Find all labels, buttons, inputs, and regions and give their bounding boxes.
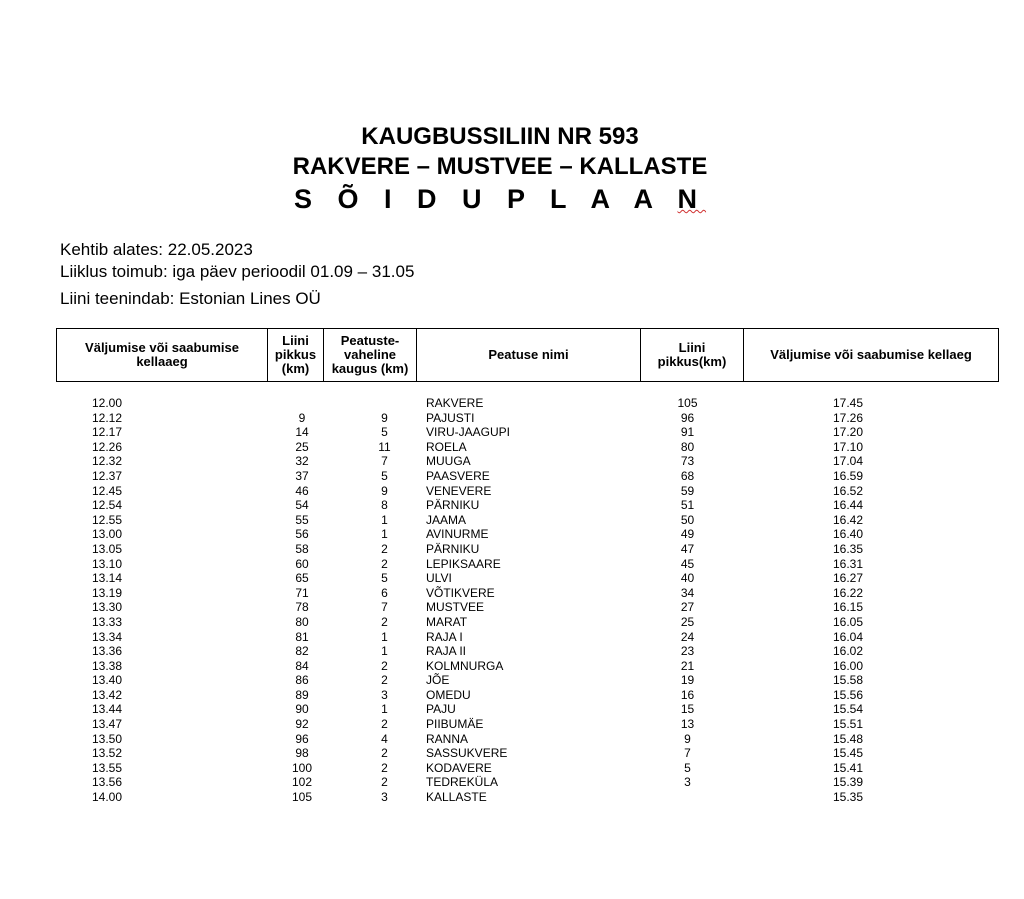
- departure-time-cell: 13.52: [92, 746, 123, 761]
- departure-time-cell: 13.10: [92, 556, 123, 571]
- timetable-title-last-letter: N: [677, 184, 707, 214]
- departure-time-cell: 12.26: [92, 439, 123, 454]
- route-name-title: RAKVERE – MUSTVEE – KALLASTE: [292, 153, 708, 180]
- departure-time-cell: 13.33: [92, 614, 123, 629]
- arrival-time-cell: 16.27: [832, 571, 864, 586]
- departure-time-cell: 13.00: [92, 527, 123, 542]
- departure-time-cell: 13.19: [92, 585, 123, 600]
- table-row: [56, 790, 998, 805]
- line-length-return-cell: 3: [684, 775, 691, 790]
- line-length-return-cell: 19: [680, 673, 695, 688]
- departure-time-cell: 13.47: [92, 717, 123, 732]
- stop-name-cell: VIRU-JAAGUPI: [426, 425, 511, 440]
- departure-time-cell: 13.40: [92, 673, 123, 688]
- stop-distance-cell: 2: [381, 614, 388, 629]
- arrival-time-cell: 15.58: [832, 673, 864, 688]
- line-length-cell: [267, 396, 323, 411]
- table-row: [56, 673, 998, 688]
- stop-name-cell: KALLASTE: [426, 790, 487, 805]
- departure-time-cell: 13.38: [92, 658, 123, 673]
- stop-name-cell: JAAMA: [426, 512, 467, 527]
- table-row: [56, 440, 998, 455]
- departure-time-cell: 13.56: [92, 775, 123, 790]
- stop-distance-cell: 4: [381, 731, 388, 746]
- line-length-return-cell: 21: [680, 658, 695, 673]
- arrival-time-cell: 16.44: [832, 498, 864, 513]
- timetable-title: [0, 182, 1000, 216]
- line-length-cell: 86: [295, 673, 309, 688]
- table-row: [56, 732, 998, 747]
- line-length-cell: 14: [295, 425, 309, 440]
- stop-name-cell: RAJA II: [426, 644, 467, 659]
- line-length-cell: 9: [298, 410, 306, 425]
- table-row: [56, 498, 998, 513]
- stop-name-cell: KOLMNURGA: [426, 658, 504, 673]
- line-length-return-cell: 15: [680, 702, 695, 717]
- stop-name-cell: RAKVERE: [426, 396, 484, 410]
- arrival-time-cell: 15.39: [832, 775, 864, 790]
- table-row: [56, 425, 998, 440]
- line-length-return-cell: 80: [680, 439, 695, 454]
- arrival-time-cell: 17.04: [832, 454, 864, 469]
- stop-name-cell: PÄRNIKU: [426, 541, 480, 556]
- line-length-cell: 80: [295, 614, 309, 629]
- arrival-time-cell: 15.56: [832, 687, 864, 702]
- stop-name-cell: TEDREKÜLA: [426, 775, 499, 790]
- stop-distance-cell: 2: [381, 556, 388, 571]
- arrival-time-cell: 17.26: [832, 410, 864, 425]
- arrival-time-cell: 17.20: [832, 425, 864, 440]
- line-length-cell: 82: [295, 644, 309, 659]
- table-row: [56, 557, 998, 572]
- table-row: [56, 630, 998, 645]
- table-row: [56, 411, 998, 426]
- line-length-cell: 102: [291, 775, 313, 790]
- line-length-cell: 78: [295, 600, 309, 615]
- stop-distance-cell: 2: [381, 673, 388, 688]
- arrival-time-cell: 16.42: [832, 512, 864, 527]
- stop-name-cell: KODAVERE: [426, 760, 492, 775]
- table-row: [56, 469, 998, 484]
- line-length-cell: 60: [295, 556, 309, 571]
- valid-from-text: Kehtib alates: 22.05.2023: [60, 240, 253, 259]
- col-header-arrival-time: Väljumise või saabumise kellaeg: [744, 329, 999, 382]
- col-header-line-length-return: Liini pikkus(km): [641, 329, 744, 382]
- table-row: [56, 615, 998, 630]
- stop-distance-cell: 7: [381, 454, 388, 469]
- arrival-time-cell: 17.45: [832, 396, 864, 410]
- arrival-time-cell: 16.31: [832, 556, 864, 571]
- arrival-time-cell: 15.35: [832, 790, 864, 805]
- stop-name-cell: MARAT: [426, 614, 468, 629]
- arrival-time-cell: 17.10: [832, 439, 864, 454]
- departure-time-cell: 12.32: [92, 454, 123, 469]
- line-length-return-cell: 7: [684, 746, 691, 761]
- stop-name-cell: SASSUKVERE: [426, 746, 508, 761]
- stop-distance-cell: 2: [381, 717, 388, 732]
- line-length-cell: 71: [295, 585, 309, 600]
- stop-name-cell: PAJUSTI: [426, 410, 475, 425]
- arrival-time-cell: 16.52: [832, 483, 864, 498]
- stop-name-cell: MUUGA: [426, 454, 471, 469]
- stop-name-cell: PIIBUMÄE: [426, 717, 484, 732]
- departure-time-cell: 12.45: [92, 483, 123, 498]
- line-length-return-cell: 9: [684, 731, 691, 746]
- line-length-cell: 32: [295, 454, 309, 469]
- line-length-return-cell: 34: [680, 585, 695, 600]
- line-length-cell: 96: [295, 731, 309, 746]
- line-length-cell: 56: [295, 527, 309, 542]
- departure-time-cell: 12.55: [92, 512, 123, 527]
- line-length-cell: 89: [295, 687, 309, 702]
- departure-time-cell: 12.00: [92, 396, 123, 410]
- departure-time-cell: 14.00: [92, 790, 123, 805]
- stop-distance-cell: 1: [381, 644, 388, 659]
- stop-distance-cell: 7: [381, 600, 388, 615]
- line-length-cell: 90: [295, 702, 309, 717]
- line-length-cell: 46: [295, 483, 309, 498]
- departure-time-cell: 13.14: [92, 571, 123, 586]
- line-length-return-cell: 91: [680, 425, 695, 440]
- stop-name-cell: ROELA: [426, 439, 467, 454]
- col-header-line-length: Liini pikkus (km): [268, 329, 324, 382]
- table-row: [56, 586, 998, 601]
- stop-distance-cell: 9: [381, 483, 388, 498]
- stop-distance-cell: 2: [381, 775, 388, 790]
- arrival-time-cell: 15.45: [832, 746, 864, 761]
- table-row: [56, 396, 998, 411]
- table-row: [56, 717, 998, 732]
- operation-period-text: Liiklus toimub: iga päev perioodil 01.09 – 31.05: [60, 262, 415, 281]
- col-header-stop-distance: Peatuste-vaheline kaugus (km): [324, 329, 417, 382]
- table-row: [56, 746, 998, 761]
- arrival-time-cell: 16.05: [832, 614, 864, 629]
- line-length-return-cell: 68: [680, 468, 695, 483]
- timetable-body: [56, 396, 998, 805]
- departure-time-cell: 13.30: [92, 600, 123, 615]
- line-length-return-cell: 40: [680, 571, 695, 586]
- stop-distance-cell: 1: [381, 527, 388, 542]
- line-length-return-cell: 50: [680, 512, 695, 527]
- stop-distance-cell: 5: [381, 468, 388, 483]
- line-length-return-cell: 105: [677, 396, 698, 410]
- stop-distance-cell: 1: [381, 629, 388, 644]
- line-length-return-cell: 51: [680, 498, 695, 513]
- table-row: [56, 600, 998, 615]
- table-row: [56, 761, 998, 776]
- stop-name-cell: ULVI: [426, 571, 452, 586]
- line-length-cell: 81: [295, 629, 309, 644]
- table-row: [56, 484, 998, 499]
- table-row: [56, 659, 998, 674]
- arrival-time-cell: 16.02: [832, 644, 864, 659]
- line-length-cell: 65: [295, 571, 309, 586]
- stop-distance-cell: 5: [381, 571, 388, 586]
- arrival-time-cell: 16.15: [832, 600, 864, 615]
- arrival-time-cell: 15.54: [832, 702, 864, 717]
- line-length-return-cell: 59: [680, 483, 695, 498]
- document-title: [0, 122, 1000, 216]
- line-length-return-cell: 49: [680, 527, 695, 542]
- departure-time-cell: 12.17: [92, 425, 123, 440]
- line-length-return-cell: 73: [680, 454, 695, 469]
- stop-name-cell: VÕTIKVERE: [426, 585, 495, 600]
- table-row: [56, 513, 998, 528]
- table-row: [56, 644, 998, 659]
- line-length-return-cell: 96: [680, 410, 695, 425]
- line-length-cell: 100: [291, 760, 313, 775]
- stop-name-cell: RANNA: [426, 731, 469, 746]
- stop-distance-cell: 2: [381, 760, 388, 775]
- stop-name-cell: MUSTVEE: [426, 600, 485, 615]
- stop-distance-cell: 6: [381, 585, 388, 600]
- stop-distance-cell: [323, 396, 416, 411]
- line-length-cell: 58: [295, 541, 309, 556]
- departure-time-cell: 13.34: [92, 629, 123, 644]
- table-row: [56, 571, 998, 586]
- line-length-return-cell: 45: [680, 556, 695, 571]
- line-length-return-cell: 23: [680, 644, 695, 659]
- departure-time-cell: 12.12: [92, 410, 123, 425]
- line-length-return-cell: 13: [680, 717, 695, 732]
- stop-name-cell: PÄRNIKU: [426, 498, 480, 513]
- timetable-header: [56, 328, 999, 382]
- line-length-return-cell: 25: [680, 614, 695, 629]
- departure-time-cell: 13.05: [92, 541, 123, 556]
- stop-distance-cell: 8: [381, 498, 388, 513]
- table-row: [56, 688, 998, 703]
- stop-distance-cell: 3: [381, 790, 388, 805]
- stop-distance-cell: 2: [381, 658, 388, 673]
- line-length-cell: 92: [295, 717, 309, 732]
- stop-name-cell: JÕE: [426, 673, 450, 688]
- arrival-time-cell: 16.40: [832, 527, 864, 542]
- arrival-time-cell: 16.35: [832, 541, 864, 556]
- line-length-return-cell: [640, 790, 743, 805]
- departure-time-cell: 13.50: [92, 731, 123, 746]
- line-length-return-cell: 5: [684, 760, 691, 775]
- stop-name-cell: OMEDU: [426, 687, 471, 702]
- arrival-time-cell: 16.22: [832, 585, 864, 600]
- table-row: [56, 702, 998, 717]
- stop-name-cell: RAJA I: [426, 629, 463, 644]
- stop-distance-cell: 11: [378, 439, 391, 454]
- line-length-return-cell: 16: [680, 687, 695, 702]
- route-number-title: KAUGBUSSILIIN NR 593: [361, 123, 639, 150]
- table-row: [56, 775, 998, 790]
- arrival-time-cell: 15.41: [832, 760, 864, 775]
- arrival-time-cell: 16.00: [832, 658, 864, 673]
- line-length-cell: 54: [295, 498, 309, 513]
- arrival-time-cell: 15.51: [832, 717, 864, 732]
- arrival-time-cell: 16.59: [832, 468, 864, 483]
- stop-distance-cell: 5: [381, 425, 388, 440]
- col-header-stop-name: Peatuse nimi: [417, 329, 641, 382]
- timetable-title-main: S Õ I D U P L A A: [293, 184, 662, 214]
- stop-name-cell: PAASVERE: [426, 468, 490, 483]
- stop-name-cell: AVINURME: [426, 527, 489, 542]
- stop-name-cell: LEPIKSAARE: [426, 556, 501, 571]
- line-length-return-cell: 47: [680, 541, 695, 556]
- line-length-cell: 25: [295, 439, 309, 454]
- stop-name-cell: VENEVERE: [426, 483, 492, 498]
- departure-time-cell: 12.37: [92, 468, 123, 483]
- departure-time-cell: 13.42: [92, 687, 123, 702]
- stop-distance-cell: 2: [381, 746, 388, 761]
- table-row: [56, 542, 998, 557]
- departure-time-cell: 13.44: [92, 702, 123, 717]
- operator-text: Liini teenindab: Estonian Lines OÜ: [60, 289, 321, 308]
- line-length-cell: 55: [295, 512, 309, 527]
- line-length-cell: 105: [291, 790, 313, 805]
- stop-distance-cell: 9: [381, 410, 388, 425]
- stop-distance-cell: 2: [381, 541, 388, 556]
- table-row: [56, 454, 998, 469]
- line-length-cell: 98: [295, 746, 309, 761]
- table-row: [56, 527, 998, 542]
- line-length-return-cell: 27: [680, 600, 695, 615]
- line-length-cell: 37: [295, 468, 309, 483]
- departure-time-cell: 13.55: [92, 760, 123, 775]
- stop-name-cell: PAJU: [426, 702, 456, 717]
- arrival-time-cell: 15.48: [832, 731, 864, 746]
- departure-time-cell: 12.54: [92, 498, 123, 513]
- stop-distance-cell: 3: [381, 687, 388, 702]
- col-header-departure-time: Väljumise või saabumise kellaaeg: [57, 329, 268, 382]
- stop-distance-cell: 1: [381, 702, 388, 717]
- line-length-cell: 84: [295, 658, 309, 673]
- line-length-return-cell: 24: [680, 629, 695, 644]
- stop-distance-cell: 1: [381, 512, 388, 527]
- arrival-time-cell: 16.04: [832, 629, 864, 644]
- departure-time-cell: 13.36: [92, 644, 123, 659]
